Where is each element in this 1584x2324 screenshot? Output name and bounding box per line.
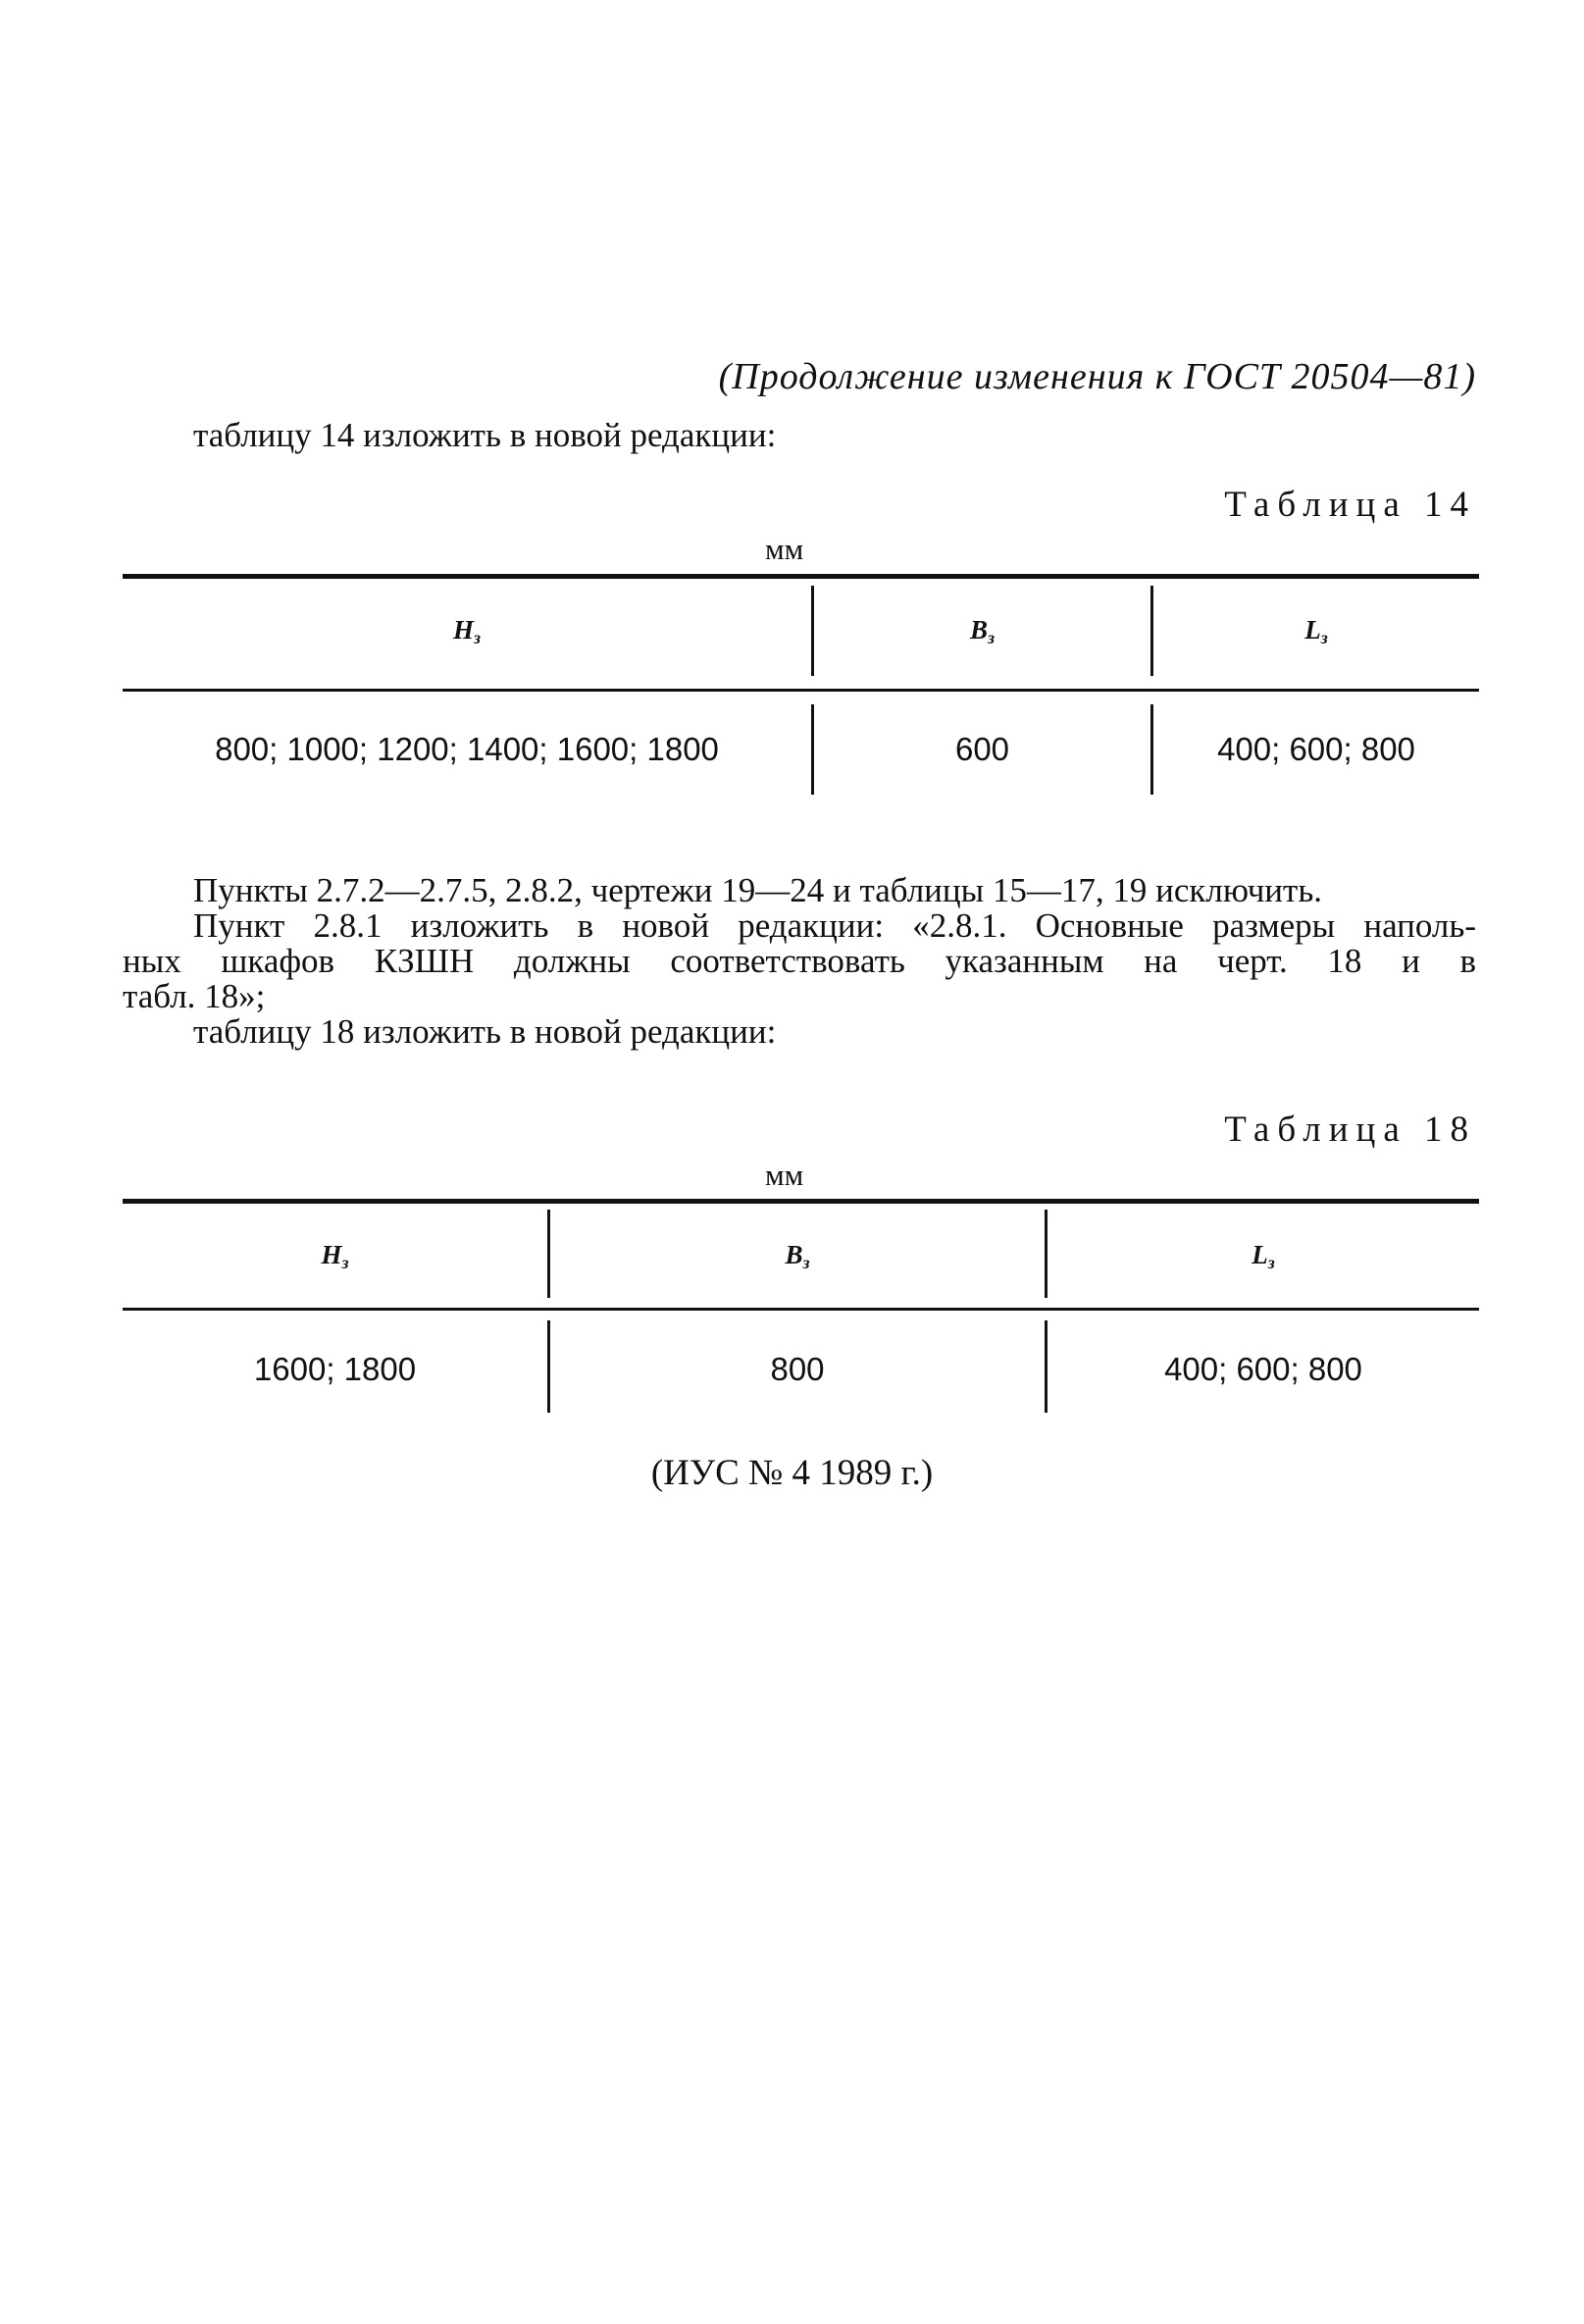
table-cell-b3: 600 (954, 731, 1010, 767)
body-line-1: Пункты 2.7.2—2.7.5, 2.8.2, чертежи 19—24 и таблицы 15—17, 19 исключить. (193, 871, 1323, 909)
table-14-label: Таблица 14 (1224, 485, 1476, 525)
body-line-3: ных шкафов КЗШН должны соответствовать указанным на черт. 18 и в (123, 942, 1476, 980)
body-line-4: табл. 18»; (123, 977, 266, 1015)
table-header-rule (123, 689, 1479, 692)
table-top-rule (123, 574, 1479, 579)
table-18-label: Таблица 18 (1224, 1110, 1476, 1150)
column-header-h3: $H_з$ (321, 1240, 349, 1272)
table-cell-b3: 800 (770, 1351, 825, 1387)
table-cell-h3: 800; 1000; 1200; 1400; 1600; 1800 (215, 731, 719, 767)
table-top-rule (123, 1199, 1479, 1204)
table-18 (123, 1199, 1479, 1420)
table-14-units: мм (765, 532, 804, 566)
body-line-2: Пункт 2.8.1 изложить в новой редакции: «2.8.1. Основные размеры наполь- (193, 906, 1476, 945)
source-note: (ИУС № 4 1989 г.) (650, 1453, 934, 1493)
table-18-units: мм (765, 1158, 804, 1192)
table-cell-l3: 400; 600; 800 (1164, 1351, 1362, 1387)
column-header-b3: $B_з$ (785, 1240, 810, 1272)
body-line-5: таблицу 18 изложить в новой редакции: (193, 1012, 777, 1051)
table-14 (123, 574, 1479, 801)
table-cell-h3: 1600; 1800 (253, 1351, 417, 1387)
column-header-h3: $H_з$ (452, 615, 482, 647)
continuation-header: (Продолжение изменения к ГОСТ 20504—81) (718, 356, 1476, 397)
column-header-b3: $B_з$ (969, 615, 996, 647)
column-header-l3: $L_з$ (1252, 1240, 1275, 1272)
intro-table-14: таблицу 14 изложить в новой редакции: (193, 416, 777, 454)
table-header-rule (123, 1308, 1479, 1311)
table-cell-l3: 400; 600; 800 (1217, 731, 1415, 767)
column-header-l3: $L_з$ (1304, 615, 1328, 647)
